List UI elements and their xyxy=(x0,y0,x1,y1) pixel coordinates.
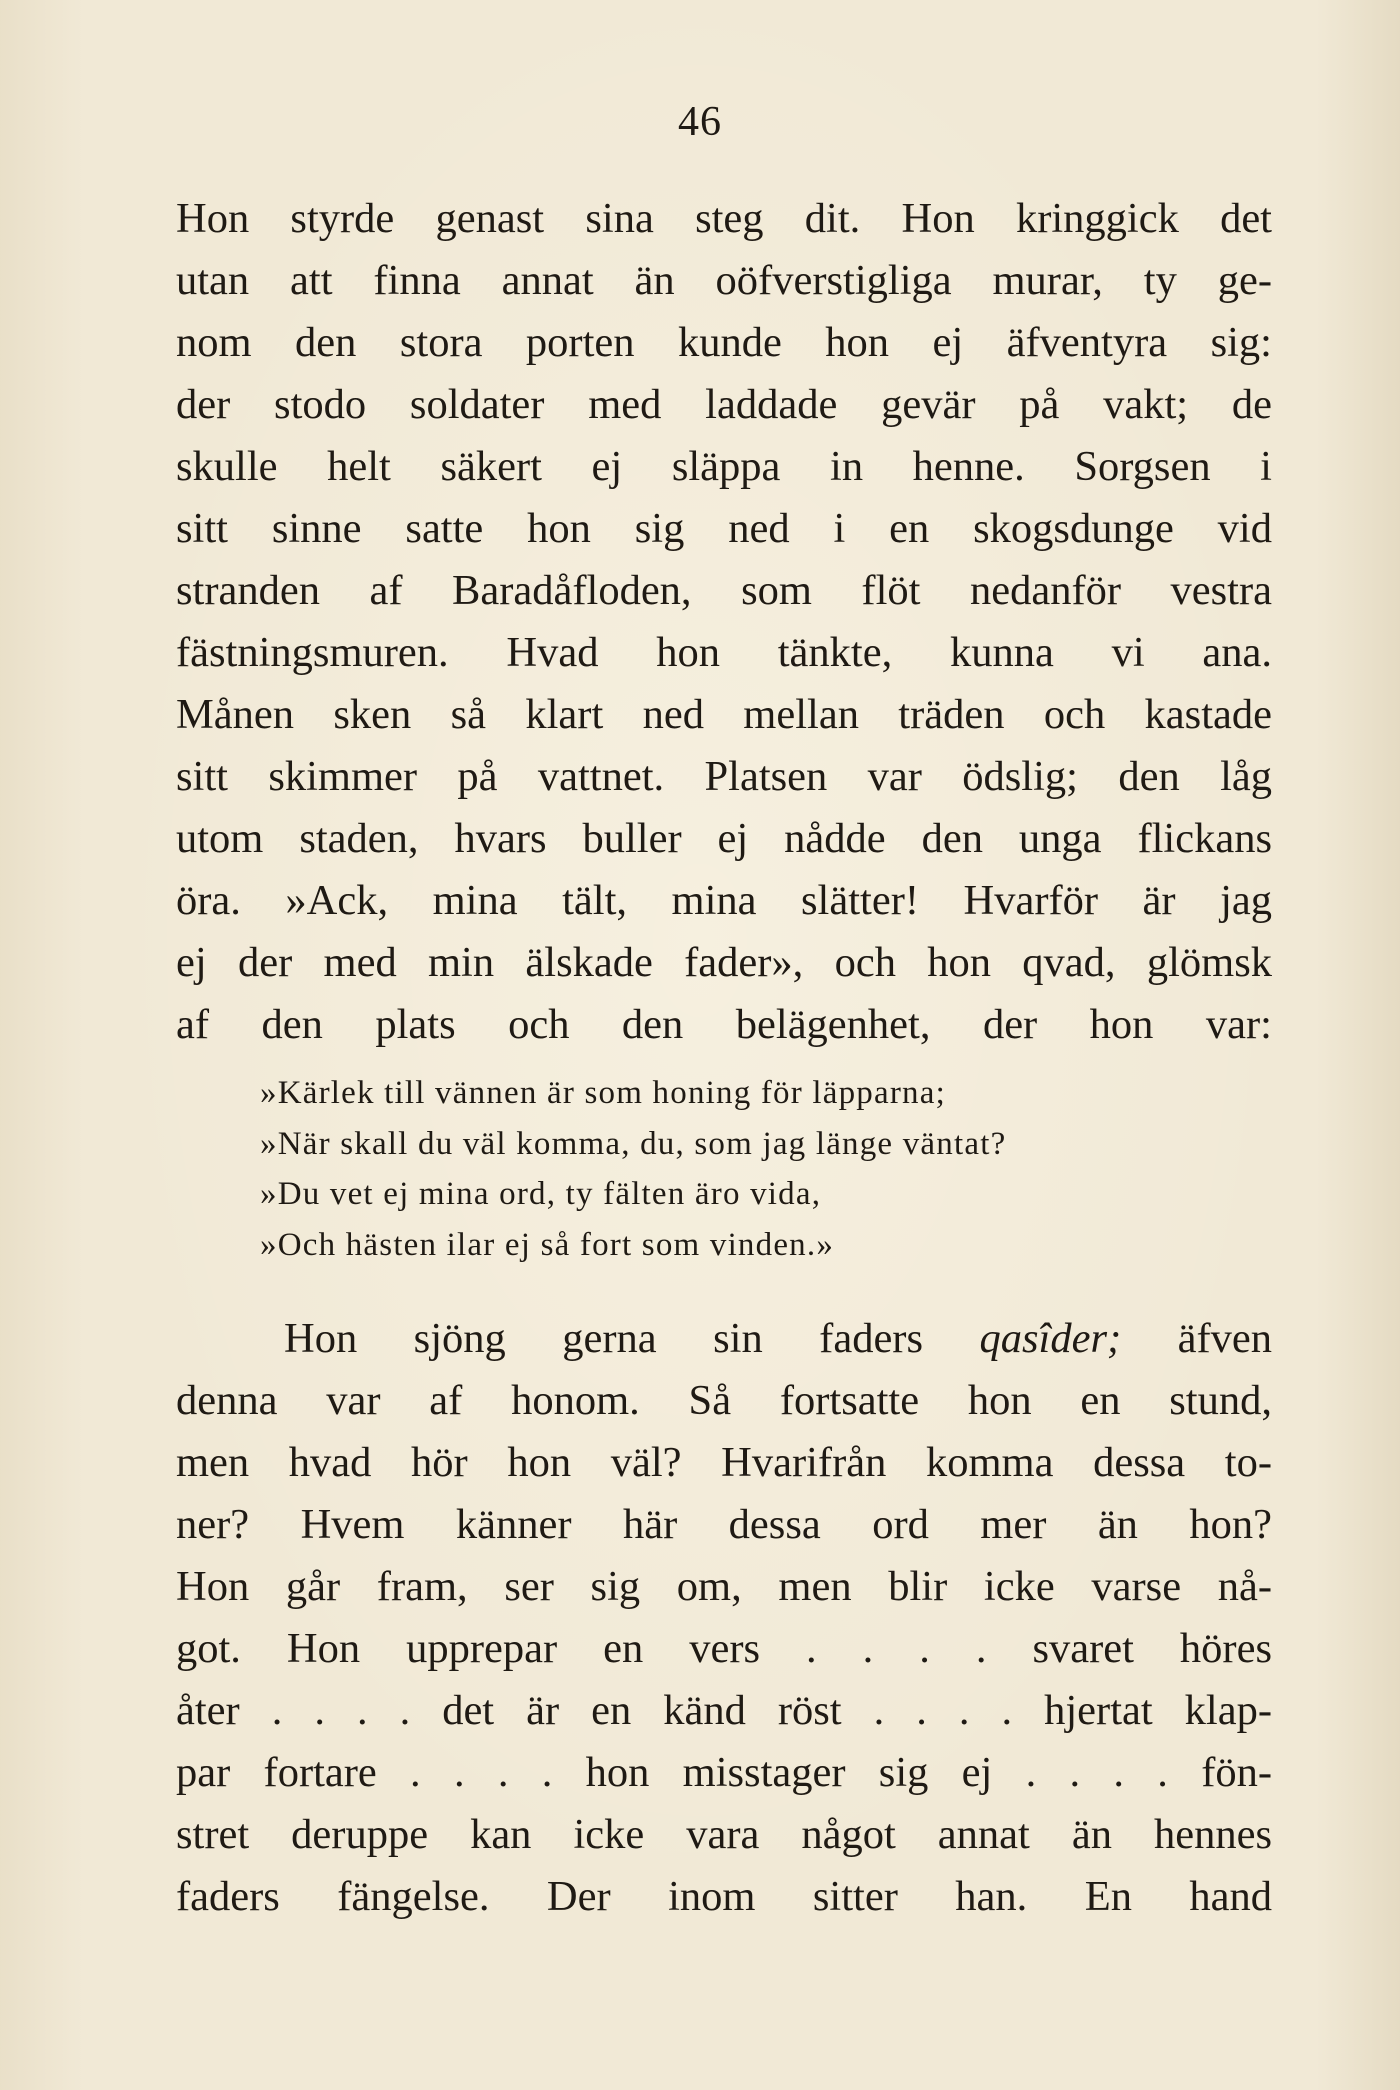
text-line: öra. »Ack, mina tält, mina slätter! Hvarför är jag xyxy=(176,877,1272,924)
paragraph-2 xyxy=(176,1308,1272,1928)
text-line: der stodo soldater med laddade gevär på vakt; de xyxy=(176,381,1272,428)
text-segment: äfven xyxy=(1121,1315,1272,1362)
poem-line: »När skall du väl komma, du, som jag länge väntat? xyxy=(260,1125,1007,1162)
text-line: stranden af Baradåfloden, som flöt nedanför vestra xyxy=(176,567,1272,614)
text-line: men hvad hör hon väl? Hvarifrån komma dessa to- xyxy=(176,1439,1272,1486)
text-line: denna var af honom. Så fortsatte hon en stund, xyxy=(176,1377,1272,1424)
text-line: utom staden, hvars buller ej nådde den unga flickans xyxy=(176,815,1272,862)
text-line: ner? Hvem känner här dessa ord mer än hon? xyxy=(176,1501,1272,1548)
text-segment: Hon sjöng gerna sin faders xyxy=(284,1315,980,1362)
text-line: faders fängelse. Der inom sitter han. En hand xyxy=(176,1873,1272,1920)
text-line: Hon styrde genast sina steg dit. Hon kringgick det xyxy=(176,195,1272,242)
text-line: stret deruppe kan icke vara något annat än hennes xyxy=(176,1811,1272,1858)
italic-word: qasîder; xyxy=(979,1315,1122,1362)
page-number: 46 xyxy=(678,99,722,145)
poem-line: »Och hästen ilar ej så fort som vinden.» xyxy=(260,1226,835,1263)
paragraph-1 xyxy=(176,188,1272,1056)
text-line: skulle helt säkert ej släppa in henne. Sorgsen i xyxy=(176,443,1272,490)
text-line-first xyxy=(176,1308,1272,1370)
text-line: utan att finna annat än oöfverstigliga murar, ty ge- xyxy=(176,257,1272,304)
text-line: Månen sken så klart ned mellan träden och kastade xyxy=(176,691,1272,738)
text-line: af den plats och den belägenhet, der hon var: xyxy=(176,1001,1272,1048)
text-line: fästningsmuren. Hvad hon tänkte, kunna vi ana. xyxy=(176,629,1272,676)
text-line: par fortare . . . . hon misstager sig ej . . . . fön- xyxy=(176,1749,1272,1796)
text-line: nom den stora porten kunde hon ej äfventyra sig: xyxy=(176,319,1272,366)
text-line: sitt sinne satte hon sig ned i en skogsdunge vid xyxy=(176,505,1272,552)
text-line: Hon går fram, ser sig om, men blir icke varse nå- xyxy=(176,1563,1272,1610)
text-line: ej der med min älskade fader», och hon qvad, glömsk xyxy=(176,939,1272,986)
poem-line: »Kärlek till vännen är som honing för läpparna; xyxy=(260,1075,946,1111)
text-line: got. Hon upprepar en vers . . . . svaret höres xyxy=(176,1625,1272,1672)
poem-quote xyxy=(260,1068,1260,1270)
text-line: åter . . . . det är en känd röst . . . . hjertat klap- xyxy=(176,1687,1272,1734)
text-line: sitt skimmer på vattnet. Platsen var ödslig; den låg xyxy=(176,753,1272,800)
poem-line: »Du vet ej mina ord, ty fälten äro vida, xyxy=(260,1176,822,1212)
